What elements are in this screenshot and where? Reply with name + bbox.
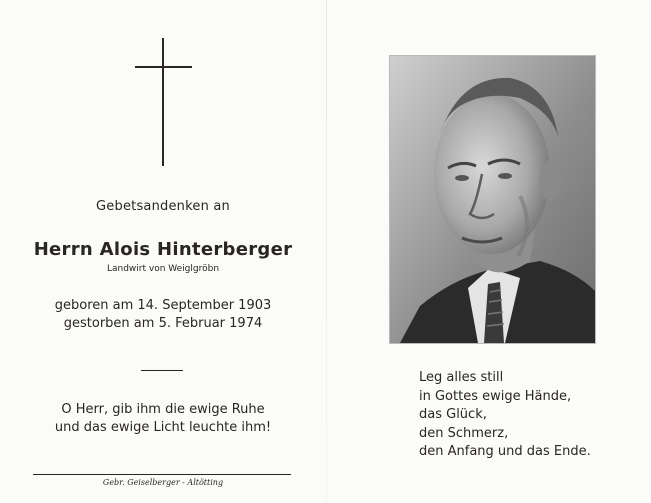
deceased-occupation: Landwirt von Weiglgröbn — [106, 264, 220, 274]
poem-line: das Glück, — [419, 407, 487, 422]
separator-dash — [141, 370, 183, 371]
birth-date: geboren am 14. September 1903 — [54, 298, 272, 313]
printer-imprint: Gebr. Geiselberger - Altötting — [102, 478, 224, 487]
fold-line — [326, 0, 327, 503]
poem-line: den Schmerz, — [419, 425, 509, 441]
portrait-photo — [389, 55, 596, 344]
prayer-line-2: und das ewige Licht leuchte ihm! — [54, 420, 272, 435]
poem-line: den Anfang und das Ende. — [419, 444, 591, 459]
cross-horizontal — [135, 66, 192, 68]
portrait-illustration — [390, 56, 595, 343]
footer-rule — [33, 474, 291, 475]
poem — [419, 369, 591, 462]
poem-line: Leg alles still — [419, 370, 504, 385]
cross-vertical — [162, 38, 164, 166]
deceased-name: Herrn Alois Hinterberger — [33, 239, 293, 260]
death-date: gestorben am 5. Februar 1974 — [63, 316, 263, 331]
dedication-heading: Gebetsandenken an — [96, 199, 230, 214]
prayer-line-1: O Herr, gib ihm die ewige Ruhe — [61, 402, 265, 417]
poem-line: in Gottes ewige Hände, — [419, 388, 572, 404]
